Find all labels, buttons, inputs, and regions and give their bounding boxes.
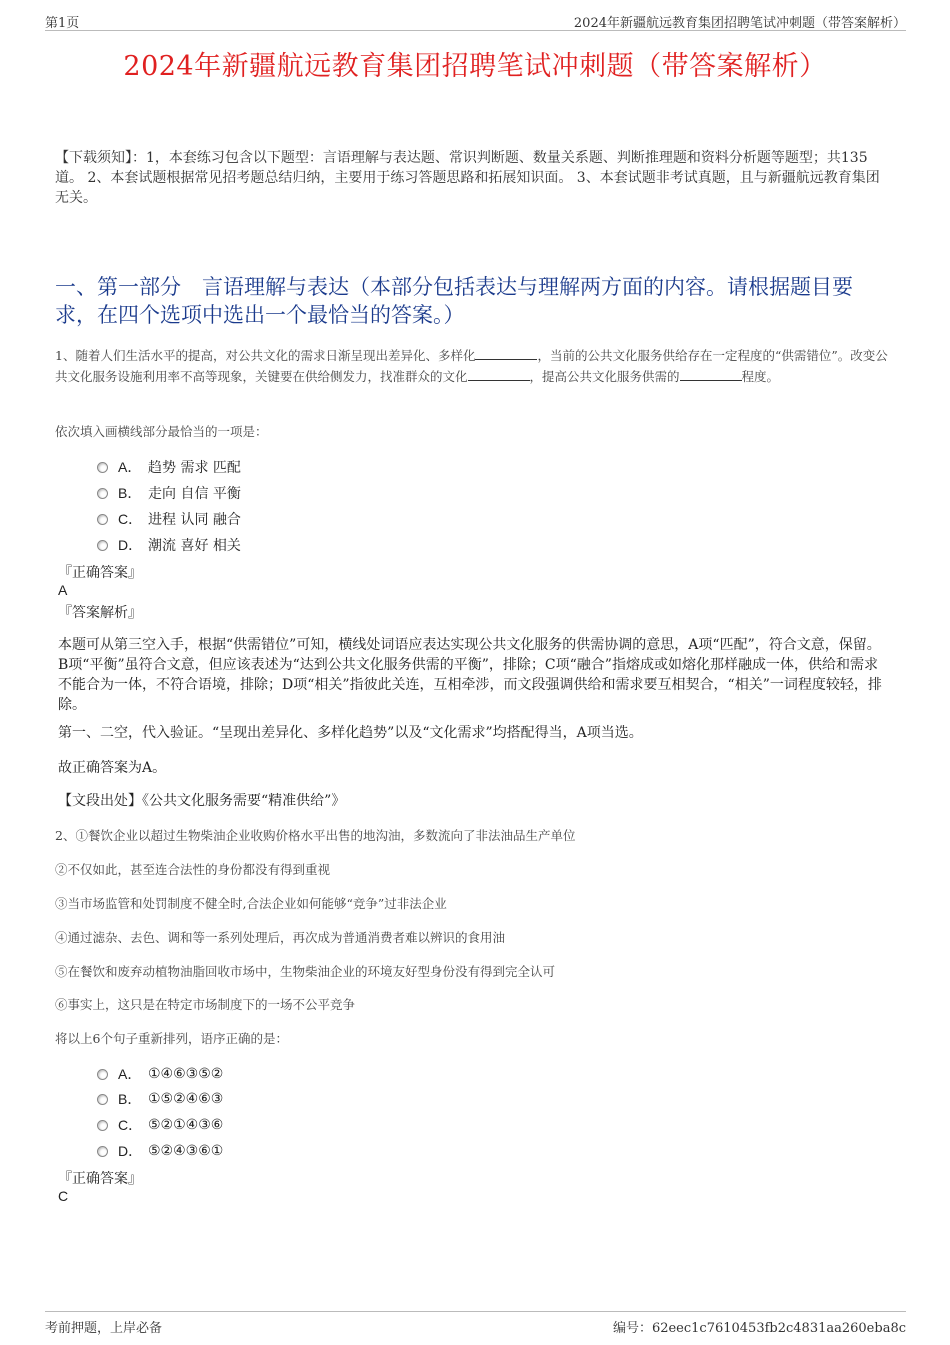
radio-icon[interactable] [97,1146,108,1157]
radio-icon[interactable] [97,488,108,499]
q1-analysis-label: 『答案解析』 [58,605,142,621]
q1-source: 【文段出处】《公共文化服务需要“精准供给”》 [58,793,346,809]
radio-icon[interactable] [97,1094,108,1105]
header-doc-title: 2024年新疆航远教育集团招聘笔试冲刺题（带答案解析） [573,16,906,31]
fill-blank [468,368,530,381]
page-footer [45,1311,906,1342]
q2-option-b[interactable]: B． ①⑤②④⑥③ [97,1089,223,1109]
q2-option-a[interactable]: A． ①④⑥③⑤② [97,1064,223,1084]
q2-option-d[interactable]: D． ⑤②④③⑥① [97,1141,223,1161]
q2-line-6: ⑥事实上，这只是在特定市场制度下的一场不公平竞争 [55,997,356,1012]
q1-option-b[interactable]: B． 走向 自信 平衡 [97,483,241,503]
page-header [45,8,906,31]
question-1-stem: 1、随着人们生活水平的提高，对公共文化的需求日渐呈现出差异化、多样化 ，当前的公共文化服务供给存在一定程度的“供需错位”。改变公共文化服务设施利用率不高等现象，关键要在供给侧发力，找准群众的文化 ，提高公共文化服务供需的 程度。 [55,348,888,384]
section-heading: 一、第一部分 言语理解与表达（本部分包括表达与理解两方面的内容。请根据题目要求，在四个选项中选出一个最恰当的答案。） [55,275,853,327]
radio-icon[interactable] [97,1120,108,1131]
page-number: 第1页 [45,16,80,31]
download-notice: 【下载须知】：1，本套练习包含以下题型：言语理解与表达题、常识判断题、数量关系题、判断推理题和资料分析题等题型；共135道。 2、本套试题根据常见招考题总结归纳，主要用于练习答题思路和拓展知识面。 3、本套试题非考试真题，且与新疆航远教育集团无关。 [55,150,880,206]
q1-option-d[interactable]: D． 潮流 喜好 相关 [97,535,241,555]
q2-prompt: 将以上6个句子重新排列，语序正确的是： [55,1031,288,1046]
fill-blank [680,368,742,381]
fill-blank [475,347,537,360]
q1-option-a[interactable]: A． 趋势 需求 匹配 [97,457,241,477]
q2-answer: C [58,1188,69,1204]
q1-analysis-paragraph-1: 本题可从第三空入手，根据“供需错位”可知，横线处词语应表达实现公共文化服务的供需协调的意思，A项“匹配”，符合文意，保留。B项“平衡”虽符合文意，但应该表述为“达到公共文化服务供需的平衡”，排除；C项“融合”指熔成或如熔化那样融成一体，供给和需求不能合为一体，不符合语境，排除；D项“相关”指彼此关连，互相牵涉，而文段强调供给和需求要互相契合，“相关”一词程度较轻，排除。 [58,637,882,713]
q1-analysis-paragraph-2: 第一、二空，代入验证。“呈现出差异化、多样化趋势”以及“文化需求”均搭配得当，A项当选。 [58,725,643,741]
q2-line-2: ②不仅如此，甚至连合法性的身份都没有得到重视 [55,862,331,877]
radio-icon[interactable] [97,1069,108,1080]
q2-line-5: ⑤在餐饮和废弃动植物油脂回收市场中，生物柴油企业的环境友好型身份没有得到完全认可 [55,964,556,979]
radio-icon[interactable] [97,540,108,551]
q1-answer: A [58,582,68,598]
q1-option-c[interactable]: C． 进程 认同 融合 [97,509,241,529]
q2-answer-label: 『正确答案』 [58,1171,142,1187]
radio-icon[interactable] [97,514,108,525]
radio-icon[interactable] [97,462,108,473]
footer-serial: 编号：62eec1c7610453fb2c4831aa260eba8c [612,1321,906,1336]
q2-option-c[interactable]: C． ⑤②①④③⑥ [97,1115,223,1135]
q2-line-1: 2、①餐饮企业以超过生物柴油企业收购价格水平出售的地沟油，多数流向了非法油品生产单位 [55,828,576,843]
q1-answer-label: 『正确答案』 [58,565,142,581]
question-1-prompt: 依次填入画横线部分最恰当的一项是： [55,424,268,439]
q2-line-3: ③当市场监管和处罚制度不健全时,合法企业如何能够“竞争”过非法企业 [55,896,447,911]
q1-analysis-paragraph-3: 故正确答案为A。 [58,760,167,776]
document-title: 2024年新疆航远教育集团招聘笔试冲刺题（带答案解析） [123,51,827,82]
footer-slogan: 考前押题，上岸必备 [45,1321,163,1336]
q2-line-4: ④通过滤杂、去色、调和等一系列处理后，再次成为普通消费者难以辨识的食用油 [55,930,506,945]
